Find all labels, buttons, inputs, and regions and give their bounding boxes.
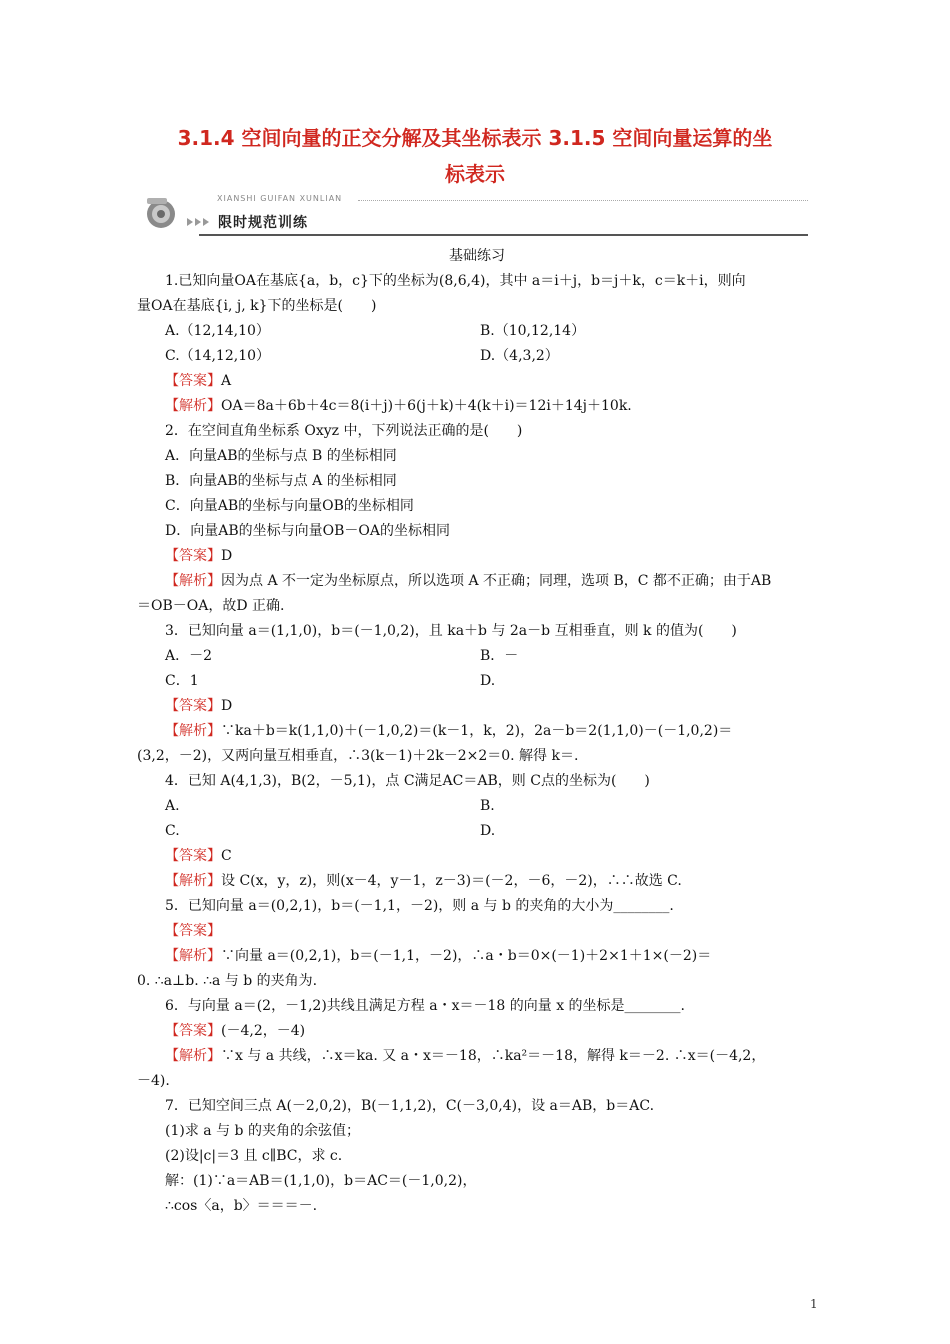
- q7-solution-line2: ∴cos〈a，b〉＝＝＝－.: [165, 1198, 318, 1214]
- q2-option-a: A．向量AB的坐标与点 B 的坐标相同: [165, 448, 397, 464]
- q2-analysis-text: 因为点 A 不一定为坐标原点，所以选项 A 不正确；同理，选项 B，C 都不正确；由于AB: [221, 573, 772, 589]
- q3-option-b: B．－: [480, 648, 519, 664]
- q5-analysis-text: ∵向量 a＝(0,2,1)，b＝(－1,1，－2)，∴a・b＝0×(－1)＋2×1＋1×(－2)＝: [221, 948, 712, 964]
- q4-option-a: A.: [165, 798, 180, 814]
- q4-options-row2: [137, 819, 817, 844]
- banner-pinyin: XIANSHI GUIFAN XUNLIAN: [217, 194, 343, 203]
- page-number: 1: [810, 1297, 818, 1311]
- q5-analysis-line2: 0. ∴a⊥b. ∴a 与 b 的夹角为.: [137, 973, 318, 989]
- q5-analysis-line1: [137, 944, 817, 969]
- q3-option-d: D.: [480, 673, 496, 689]
- q2-analysis-line2: ＝OB－OA，故D 正确.: [137, 598, 285, 614]
- q4-answer: [137, 844, 817, 869]
- q1-answer-value: A: [221, 373, 232, 389]
- q1-options-row1: [137, 319, 817, 344]
- q3-stem: 3．已知向量 a＝(1,1,0)，b＝(－1,0,2)，且 ka＋b 与 2a－b 互相垂直，则 k 的值为( ): [165, 623, 737, 639]
- q1-option-b: B.（10,12,14）: [480, 323, 586, 339]
- q1-option-d: D.（4,3,2）: [480, 348, 559, 364]
- answer-tag: 【答案】: [165, 698, 221, 714]
- q2-option-d: D．向量AB的坐标与向量OB－OA的坐标相同: [165, 523, 450, 539]
- q6-stem: 6．与向量 a＝(2，－1,2)共线且满足方程 a・x＝－18 的向量 x 的坐标是________.: [165, 998, 686, 1014]
- q3-analysis-text: ∵ka＋b＝k(1,1,0)＋(－1,0,2)＝(k－1，k，2)，2a－b＝2(1,1,0)－(－1,0,2)＝: [221, 723, 733, 739]
- analysis-tag: 【解析】: [165, 948, 221, 964]
- q2-option-b: B．向量AB的坐标与点 A 的坐标相同: [165, 473, 397, 489]
- q1-option-a: A.（12,14,10）: [165, 323, 270, 339]
- q7-solution-line1: 解：(1)∵a＝AB＝(1,1,0)，b＝AC＝(－1,0,2)，: [165, 1173, 477, 1189]
- q7-stem: 7．已知空间三点 A(－2,0,2)，B(－1,1,2)，C(－3,0,4)，设 a＝AB，b＝AC.: [165, 1098, 655, 1114]
- q6-answer-value: (－4,2，－4): [221, 1023, 306, 1039]
- q4-analysis-text: 设 C(x，y，z)，则(x－4，y－1，z－3)＝(－2，－6，－2)，∴∴故选 C.: [221, 873, 682, 889]
- q4-option-c: C.: [165, 823, 180, 839]
- q1-answer: [137, 369, 817, 394]
- q1-analysis: [137, 394, 817, 419]
- q5-stem: 5．已知向量 a＝(0,2,1)，b＝(－1,1，－2)，则 a 与 b 的夹角的大小为________.: [165, 898, 674, 914]
- q4-answer-value: C: [221, 848, 232, 864]
- answer-tag: 【答案】: [165, 923, 221, 939]
- q7-part2: (2)设|c|＝3 且 c∥BC，求 c.: [165, 1148, 343, 1164]
- q2-answer: [137, 544, 817, 569]
- q1-option-c: C.（14,12,10）: [165, 348, 271, 364]
- banner-dotted-rule: [358, 200, 808, 201]
- title-line-1: 3.1.4 空间向量的正交分解及其坐标表示 3.1.5 空间向量运算的坐: [177, 126, 773, 150]
- analysis-tag: 【解析】: [165, 723, 221, 739]
- q3-answer-value: D: [221, 698, 233, 714]
- q3-answer: [137, 694, 817, 719]
- q2-stem: 2．在空间直角坐标系 Oxyz 中，下列说法正确的是( ): [165, 423, 523, 439]
- analysis-tag: 【解析】: [165, 1048, 221, 1064]
- analysis-tag: 【解析】: [165, 398, 221, 414]
- q1-stem-line2: 量OA在基底{i, j, k}下的坐标是( ): [137, 298, 377, 314]
- q1-options-row2: [137, 344, 817, 369]
- q3-option-a: A．－2: [165, 648, 213, 664]
- q4-analysis: [137, 869, 817, 894]
- analysis-tag: 【解析】: [165, 573, 221, 589]
- exercise-content: [137, 244, 817, 1219]
- q1-analysis-text: OA＝8a＋6b＋4c＝8(i＋j)＋6(j＋k)＋4(k＋i)＝12i＋14j＋10k.: [221, 398, 632, 414]
- banner-underline: [199, 234, 808, 236]
- q4-stem: 4．已知 A(4,1,3)，B(2，－5,1)，点 C满足AC＝AB，则 C点的坐标为( ): [165, 773, 650, 789]
- q3-options-row2: [137, 669, 817, 694]
- section-heading: 基础练习: [449, 248, 505, 264]
- q6-answer: [137, 1019, 817, 1044]
- analysis-tag: 【解析】: [165, 873, 221, 889]
- q3-analysis-line1: [137, 719, 817, 744]
- banner-logo-icon: [143, 190, 215, 236]
- q4-options-row1: [137, 794, 817, 819]
- q3-option-c: C．1: [165, 673, 199, 689]
- q2-analysis-line1: [137, 569, 817, 594]
- q2-answer-value: D: [221, 548, 233, 564]
- q1-stem-line1: 1.已知向量OA在基底{a，b，c}下的坐标为(8,6,4)，其中 a＝i＋j，b＝j＋k，c＝k＋i，则向: [165, 273, 746, 289]
- answer-tag: 【答案】: [165, 1023, 221, 1039]
- title-line-2: 标表示: [445, 162, 505, 186]
- q4-option-d: D.: [480, 823, 496, 839]
- q6-analysis-line2: －4).: [137, 1073, 170, 1089]
- q6-analysis-text: ∵x 与 a 共线，∴x＝ka. 又 a・x＝－18，∴ka²＝－18，解得 k＝－2. ∴x＝(－4,2，: [221, 1048, 766, 1064]
- q7-part1: (1)求 a 与 b 的夹角的余弦值；: [165, 1123, 360, 1139]
- answer-tag: 【答案】: [165, 548, 221, 564]
- banner-heading: 限时规范训练: [218, 215, 308, 231]
- q3-analysis-line2: (3,2，－2)，又两向量互相垂直，∴3(k－1)＋2k－2×2＝0. 解得 k＝.: [137, 748, 579, 764]
- q6-analysis-line1: [137, 1044, 817, 1069]
- answer-tag: 【答案】: [165, 848, 221, 864]
- q2-option-c: C．向量AB的坐标与向量OB的坐标相同: [165, 498, 414, 514]
- q4-option-b: B.: [480, 798, 495, 814]
- q3-options-row1: [137, 644, 817, 669]
- section-banner: [143, 190, 808, 238]
- answer-tag: 【答案】: [165, 373, 221, 389]
- q5-answer: [137, 919, 817, 944]
- document-title: [120, 120, 830, 192]
